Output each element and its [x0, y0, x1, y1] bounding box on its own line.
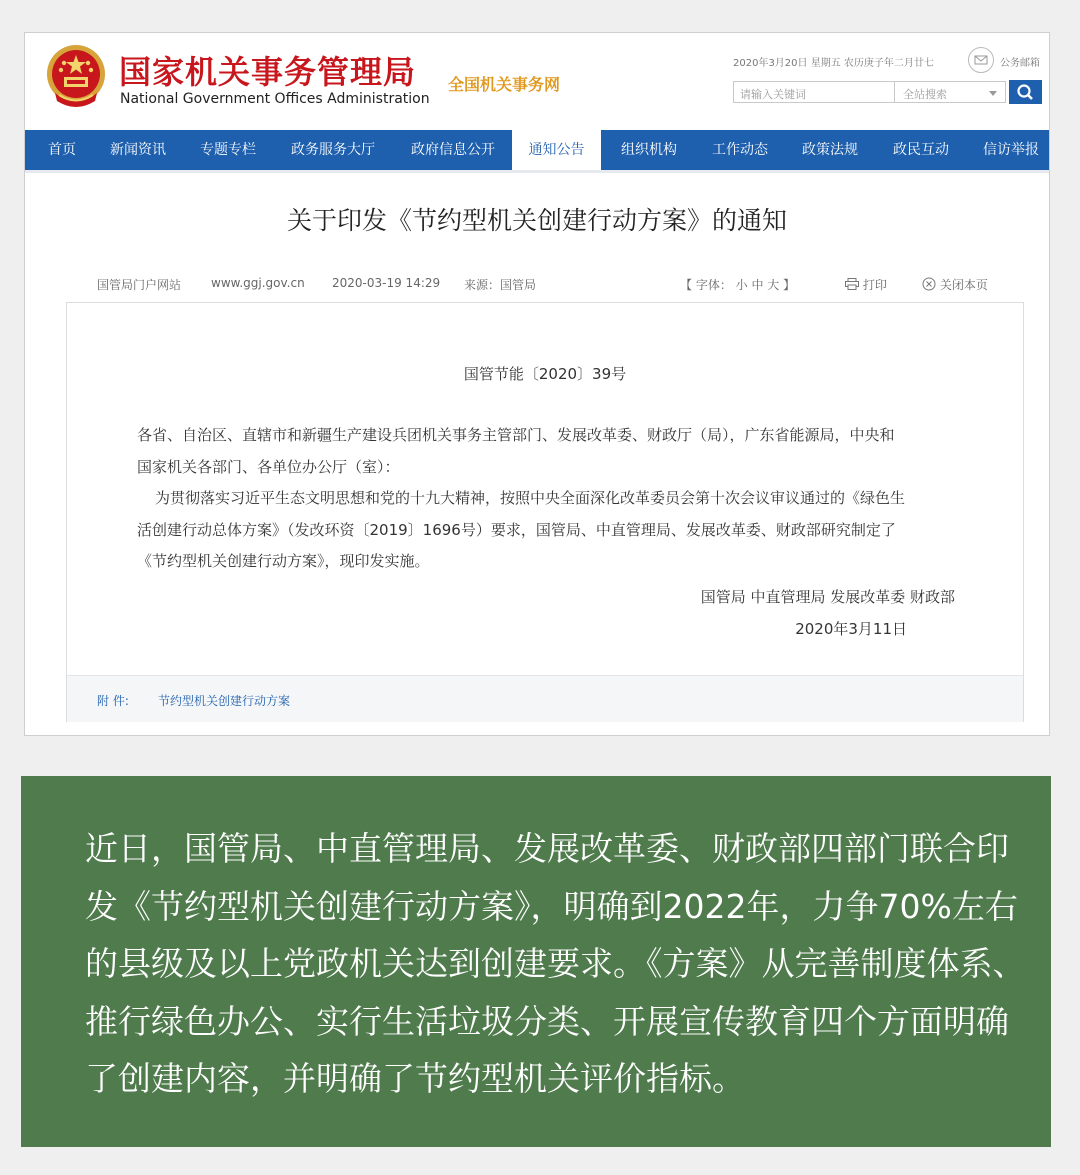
nav-item-notices[interactable]: 通知公告 [512, 130, 601, 170]
nav-item-topics[interactable]: 专题专栏 [200, 142, 256, 158]
meta-source: 来源：国管局 [464, 278, 537, 292]
site-header [25, 33, 1049, 130]
article-title: 关于印发《节约型机关创建行动方案》的通知 [286, 206, 787, 235]
national-emblem-icon [45, 43, 107, 109]
close-icon [922, 277, 936, 291]
search-scope-select[interactable] [895, 81, 1006, 103]
mailbox-label: 公务邮箱 [1000, 58, 1040, 69]
nav-item-news[interactable]: 新闻资讯 [110, 142, 166, 158]
meta-datetime: 2020-03-19 14:29 [332, 276, 441, 290]
main-nav [25, 130, 1049, 170]
addressee-line-2: 国家机关各部门、各单位办公厅（室）： [137, 458, 400, 476]
font-size-control[interactable]: 【 字体： 小 中 大 】 [680, 278, 796, 292]
site-title[interactable]: 国家机关事务管理局 [119, 53, 417, 91]
mail-icon [968, 47, 994, 73]
nav-item-work-updates[interactable]: 工作动态 [712, 142, 768, 158]
date-line: 2020年3月20日 星期五 农历庚子年二月廿七 [733, 58, 934, 69]
search-scope-label: 全站搜索 [903, 88, 947, 101]
nav-item-organization[interactable]: 组织机构 [621, 142, 677, 158]
sign-date: 2020年3月11日 [795, 620, 907, 638]
printer-icon [845, 278, 859, 290]
print-label: 打印 [862, 278, 887, 292]
print-button[interactable] [845, 276, 887, 293]
search-input[interactable]: 请输入关键词 [733, 81, 895, 103]
nav-item-home[interactable]: 首页 [48, 142, 76, 158]
signatories: 国管局 中直管理局 发展改革委 财政部 [700, 588, 955, 606]
attachment-bar [67, 675, 1023, 722]
body-line-2: 活创建行动总体方案》（发改环资〔2019〕1696号）要求，国管局、中直管理局、发展改革委、财政部研究制定了 [137, 521, 896, 539]
attachment-label: 附 件: [97, 694, 129, 708]
attachment-link[interactable]: 节约型机关创建行动方案 [158, 694, 291, 708]
nav-divider [25, 170, 1049, 173]
chevron-down-icon [989, 91, 997, 96]
nav-item-interaction[interactable]: 政民互动 [893, 142, 949, 158]
meta-url: www.ggj.gov.cn [211, 276, 305, 290]
body-line-3: 《节约型机关创建行动方案》，现印发实施。 [137, 552, 430, 570]
caption-box [21, 776, 1051, 1147]
webpage-screenshot [24, 32, 1050, 736]
nav-item-policies[interactable]: 政策法规 [802, 142, 858, 158]
meta-source-site: 国管局门户网站 [97, 278, 182, 292]
caption-text: 近日，国管局、中直管理局、发展改革委、财政部四部门联合印发《节约型机关创建行动方案》，明确到2022年，力争70%左右的县级及以上党政机关达到创建要求。《方案》从完善制度体系、推行绿色办公、实行生活垃圾分类、开展宣传教育四个方面明确了创建内容，并明确了节约型机关评价指标。 [85, 829, 1026, 1098]
search-button[interactable] [1009, 80, 1042, 104]
nav-item-services[interactable]: 政务服务大厅 [291, 142, 375, 158]
site-title-english: National Government Offices Administration [120, 91, 430, 107]
addressee-line-1: 各省、自治区、直辖市和新疆生产建设兵团机关事务主管部门、发展改革委、财政厅（局），广东省能源局，中央和 [137, 426, 895, 444]
close-page-label: 关闭本页 [939, 278, 988, 292]
body-line-1: 为贯彻落实习近平生态文明思想和党的十九大精神，按照中央全面深化改革委员会第十次会议审议通过的《绿色生 [155, 489, 906, 507]
nav-item-info-disclosure[interactable]: 政府信息公开 [411, 142, 495, 158]
mailbox-link[interactable] [968, 47, 1050, 73]
nav-item-petition[interactable]: 信访举报 [983, 142, 1039, 158]
search-icon [1009, 80, 1042, 104]
site-subtitle[interactable]: 全国机关事务网 [448, 75, 561, 94]
close-page-button[interactable] [922, 276, 988, 293]
article-body-panel [66, 302, 1024, 722]
document-number: 国管节能〔2020〕39号 [463, 365, 627, 383]
